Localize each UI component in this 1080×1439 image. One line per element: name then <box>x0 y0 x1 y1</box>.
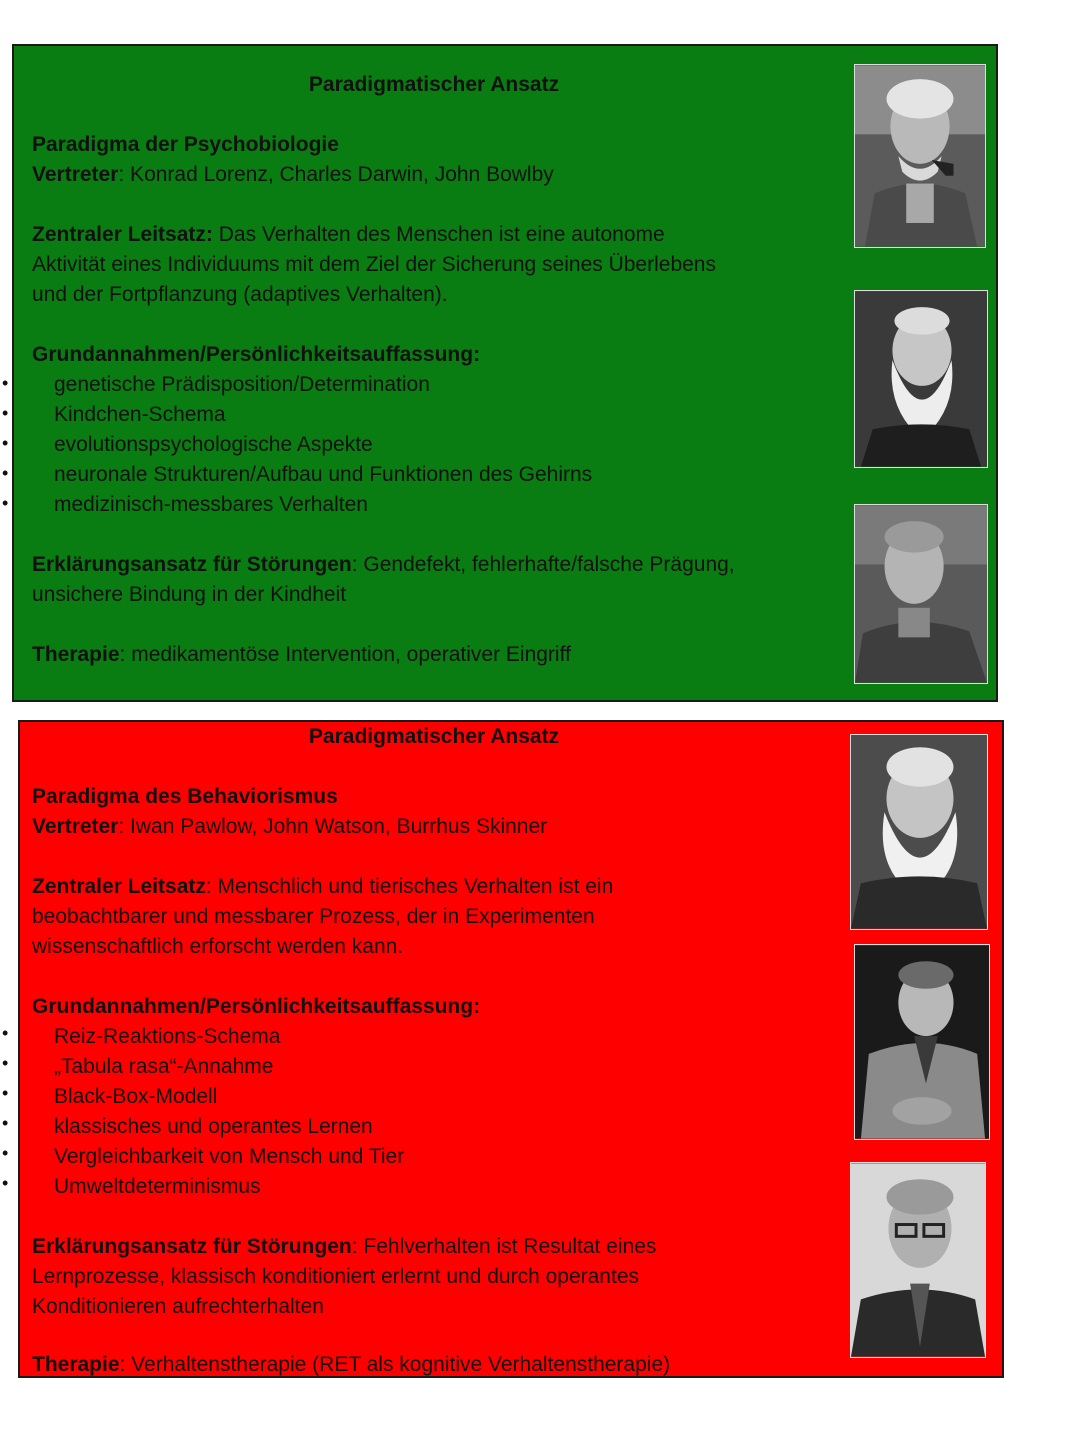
principle-line-1 <box>32 220 665 250</box>
disorders-line-3: Konditionieren aufrechterhalten <box>32 1295 324 1318</box>
assumptions-label: Grundannahmen/Persönlichkeitsauffassung: <box>32 343 481 366</box>
assumption-item: neuronale Strukturen/Aufbau und Funktionen des Gehirns <box>54 463 593 486</box>
bullet-glyph: • <box>2 1023 9 1043</box>
assumption-item: genetische Prädisposition/Determination <box>54 373 430 396</box>
therapy-label: Therapie <box>32 1353 120 1376</box>
portrait-photo-1 <box>854 64 986 248</box>
assumption-item: Umweltdeterminismus <box>54 1175 261 1198</box>
behaviorism-card <box>18 720 1004 1378</box>
portrait-image <box>851 1163 985 1357</box>
principle-line-2: beobachtbarer und messbarer Prozess, der in Experimenten <box>32 905 595 928</box>
representatives-label: Vertreter <box>32 163 119 186</box>
assumption-item: Vergleichbarkeit von Mensch und Tier <box>54 1145 405 1168</box>
assumption-item: evolutionspsychologische Aspekte <box>54 433 373 456</box>
disorders-label: Erklärungsansatz für Störungen <box>32 553 352 576</box>
disorders-text-1: : Fehlverhalten ist Resultat eines <box>351 1235 657 1258</box>
therapy-label: Therapie <box>32 643 120 666</box>
card-heading: Paradigmatischer Ansatz <box>308 725 560 748</box>
paradigm-title: Paradigma der Psychobiologie <box>32 133 339 156</box>
representatives-text: : Konrad Lorenz, Charles Darwin, John Bowlby <box>118 163 554 186</box>
principle-line-3: wissenschaftlich erforscht werden kann. <box>32 935 404 958</box>
bullet-glyph: • <box>2 433 9 453</box>
psychobiology-card <box>12 44 998 702</box>
assumption-item: medizinisch-messbares Verhalten <box>54 493 368 516</box>
bullet-glyph: • <box>2 493 9 513</box>
therapy-text: : Verhaltenstherapie (RET als kognitive Verhaltenstherapie) <box>119 1353 671 1376</box>
principle-label: Zentraler Leitsatz <box>32 875 206 898</box>
assumptions-label: Grundannahmen/Persönlichkeitsauffassung: <box>32 995 481 1018</box>
portrait-image <box>855 505 987 683</box>
representatives-label: Vertreter <box>32 815 119 838</box>
representatives-line <box>32 812 547 842</box>
therapy-text: : medikamentöse Intervention, operativer Eingriff <box>119 643 571 666</box>
assumption-item: klassisches und operantes Lernen <box>54 1115 373 1138</box>
disorders-line-2: unsichere Bindung in der Kindheit <box>32 583 347 606</box>
bullet-glyph: • <box>2 1113 9 1133</box>
therapy-line <box>32 640 571 670</box>
portrait-photo-2 <box>854 944 990 1140</box>
portrait-image <box>855 945 989 1139</box>
card-heading: Paradigmatischer Ansatz <box>308 73 560 96</box>
portrait-photo-2 <box>854 290 988 468</box>
assumption-item: Reiz-Reaktions-Schema <box>54 1025 281 1048</box>
portrait-image <box>855 291 987 467</box>
portrait-image <box>851 735 987 929</box>
disorders-line-1 <box>32 1232 656 1262</box>
bullet-glyph: • <box>2 1173 9 1193</box>
bullet-glyph: • <box>2 463 9 483</box>
bullet-glyph: • <box>2 1143 9 1163</box>
principle-line-2: Aktivität eines Individuums mit dem Ziel der Sicherung seines Überlebens <box>32 253 716 276</box>
assumption-item: „Tabula rasa“-Annahme <box>54 1055 274 1078</box>
portrait-photo-1 <box>850 734 988 930</box>
bullet-glyph: • <box>2 1083 9 1103</box>
therapy-line <box>32 1350 670 1380</box>
assumption-item: Kindchen-Schema <box>54 403 226 426</box>
representatives-line <box>32 160 554 190</box>
assumption-item: Black-Box-Modell <box>54 1085 218 1108</box>
principle-line-3: und der Fortpflanzung (adaptives Verhalten). <box>32 283 448 306</box>
portrait-photo-3 <box>854 504 988 684</box>
disorders-line-2: Lernprozesse, klassisch konditioniert erlernt und durch operantes <box>32 1265 640 1288</box>
representatives-text: : Iwan Pawlow, John Watson, Burrhus Skinner <box>118 815 548 838</box>
portrait-photo-3 <box>850 1162 986 1358</box>
principle-text-1: Das Verhalten des Menschen ist eine autonome <box>212 223 665 246</box>
bullet-glyph: • <box>2 403 9 423</box>
disorders-text-1: : Gendefekt, fehlerhafte/falsche Prägung, <box>351 553 735 576</box>
principle-text-1: : Menschlich und tierisches Verhalten ist ein <box>205 875 614 898</box>
paradigm-title: Paradigma des Behaviorismus <box>32 785 338 808</box>
bullet-glyph: • <box>2 373 9 393</box>
disorders-line-1 <box>32 550 735 580</box>
portrait-image <box>855 65 985 247</box>
principle-line-1 <box>32 872 613 902</box>
principle-label: Zentraler Leitsatz: <box>32 223 213 246</box>
disorders-label: Erklärungsansatz für Störungen <box>32 1235 352 1258</box>
bullet-glyph: • <box>2 1053 9 1073</box>
